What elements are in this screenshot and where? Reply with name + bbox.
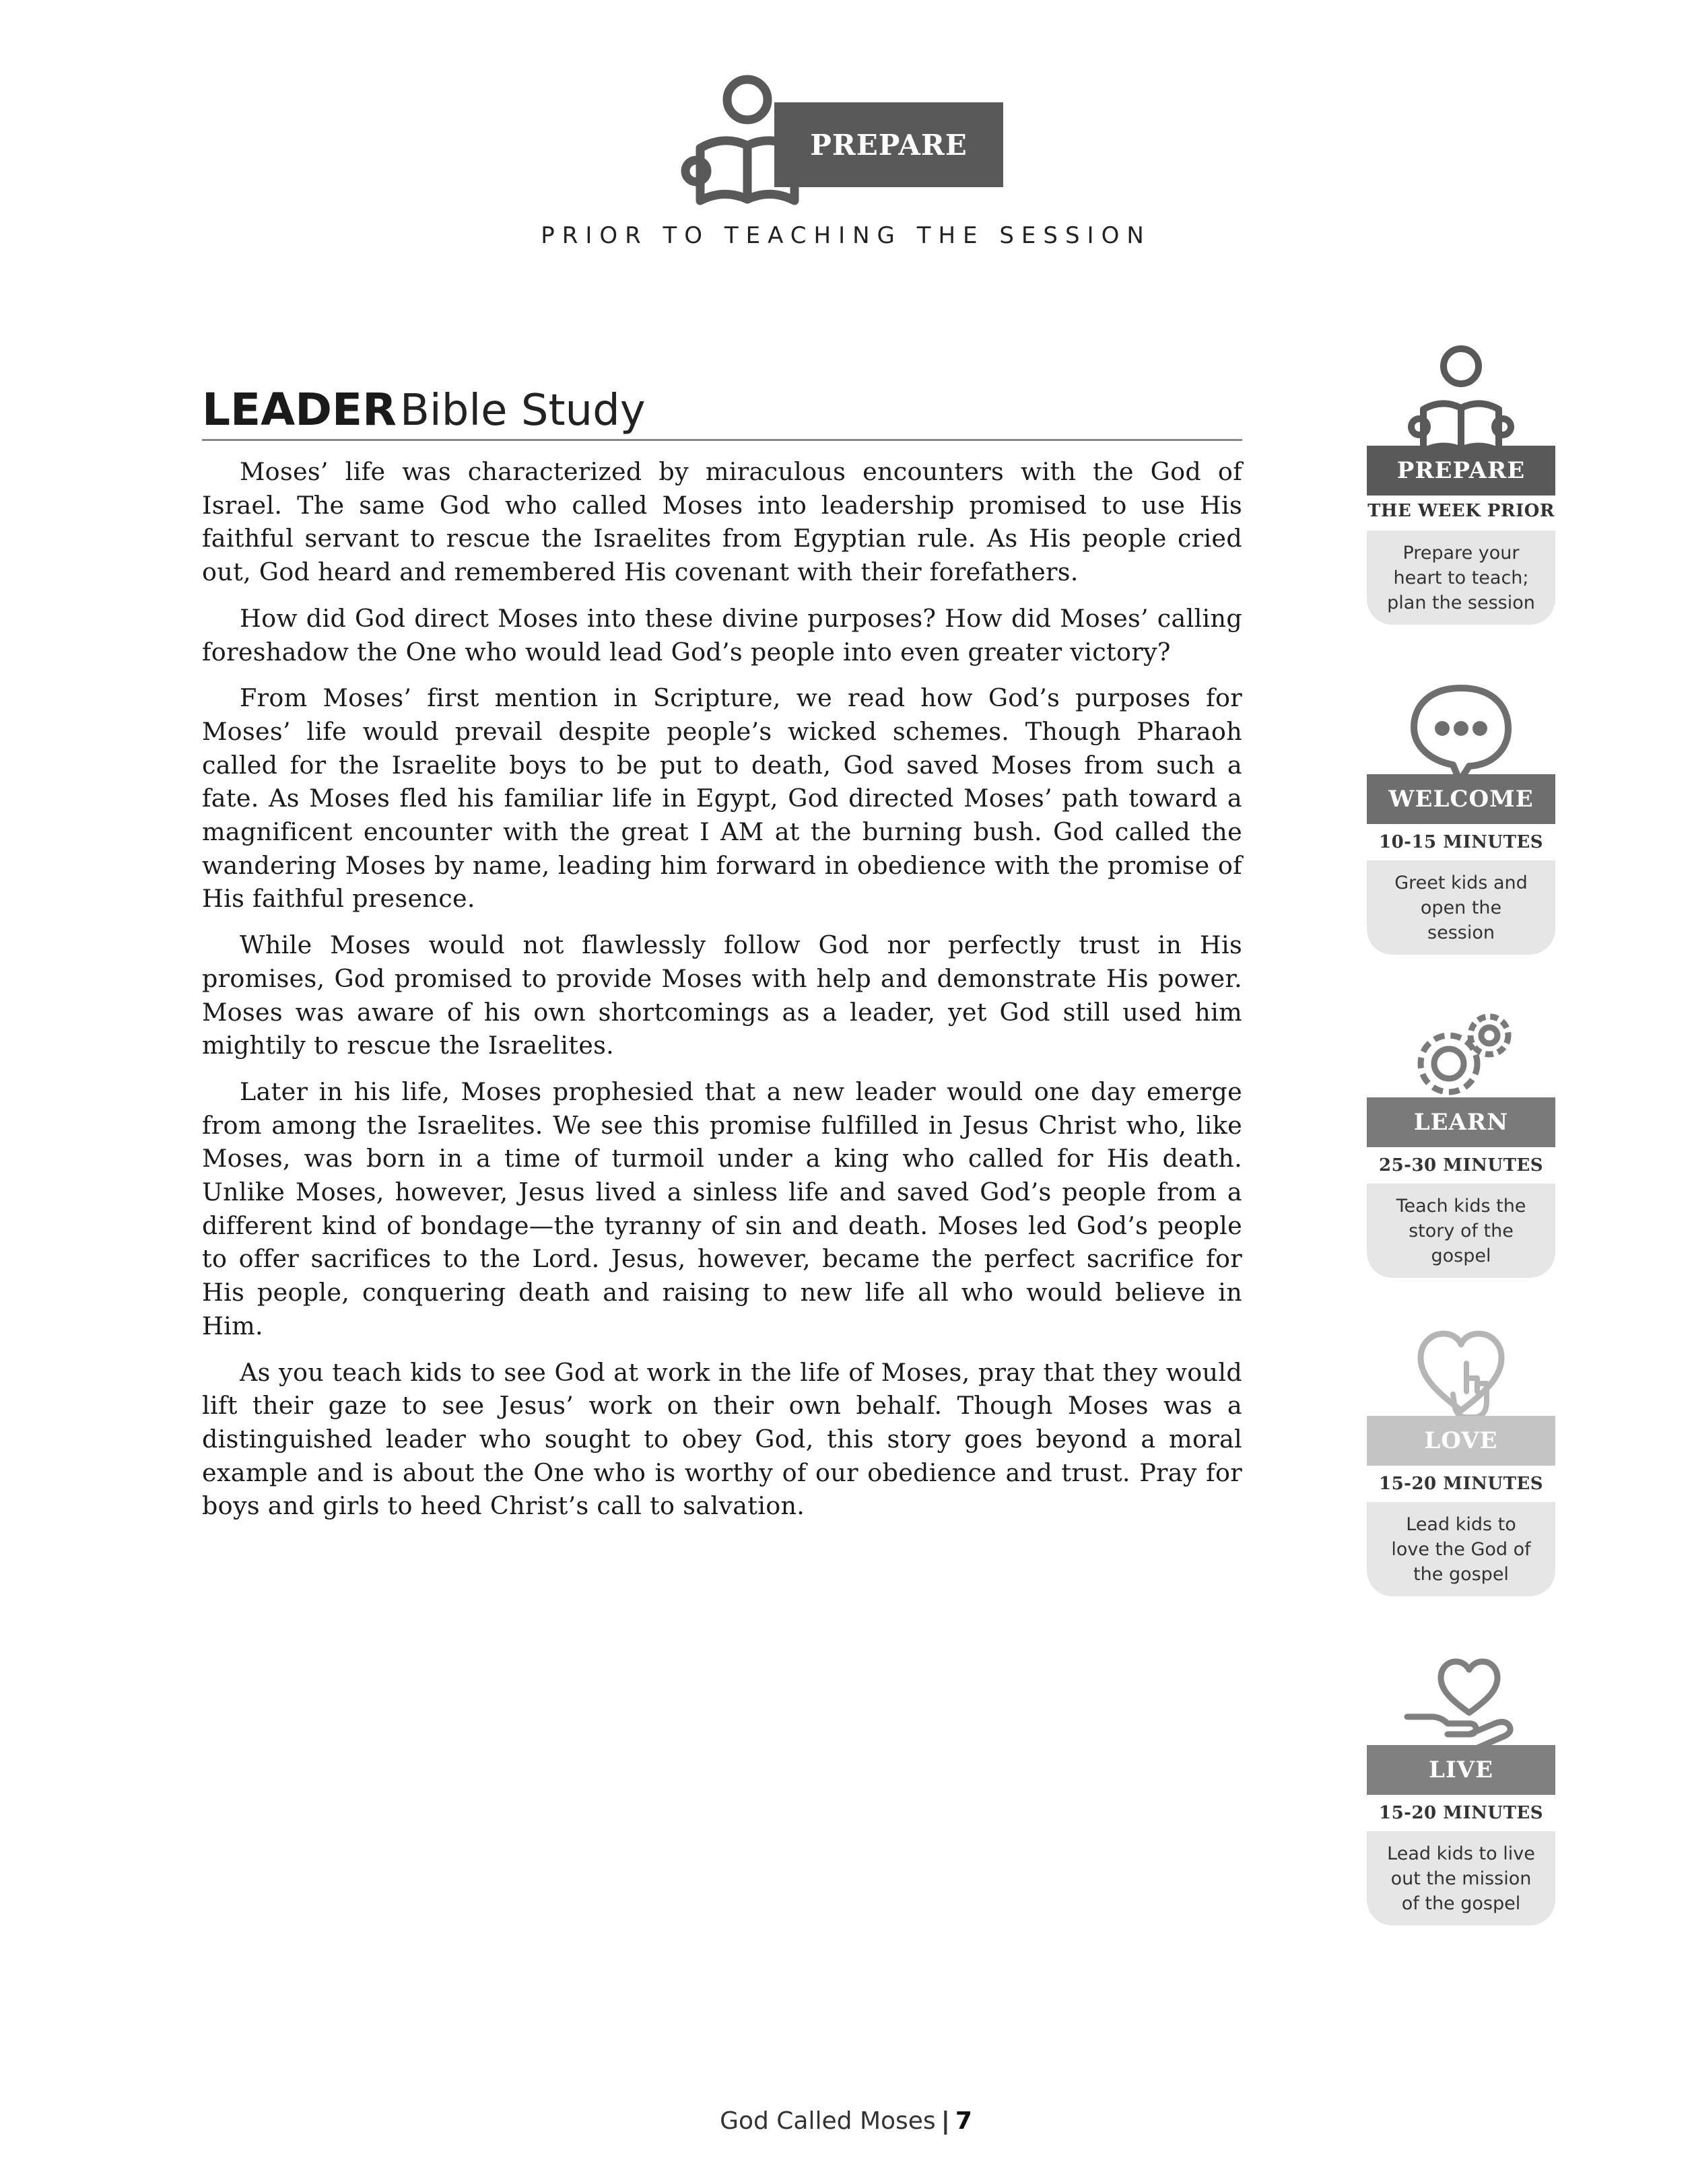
- stage-time: THE WEEK PRIOR: [1367, 501, 1555, 521]
- header-subtitle: PRIOR TO TEACHING THE SESSION: [541, 222, 1151, 249]
- paragraph: Moses’ life was characterized by miraculous encounters with the God of Israel. The same God who called Moses into leadership promised to use His faithful servant to rescue the Israelites from Egyptian rule. As His people cried out, God heard and remembered His covenant with their forefathers.: [202, 457, 1242, 587]
- stage-description: Lead kids to live out the mission of the gospel: [1367, 1831, 1555, 1925]
- stage-description: Greet kids and open the session: [1367, 860, 1555, 955]
- stage-description: Prepare your heart to teach; plan the session: [1367, 531, 1555, 625]
- heart-hand-icon: [1394, 1316, 1528, 1431]
- gears-icon: [1394, 996, 1528, 1111]
- body-text: [202, 455, 1242, 1536]
- paragraph: As you teach kids to see God at work in the life of Moses, pray that they would lift their gaze to see Jesus’ work on their own behalf. Though Moses was a distinguished leader who sought to obey God, this story goes beyond a moral example and is about the One who is worthy of our obedience and trust. Pray for boys and girls to heed Christ’s call to salvation.: [202, 1357, 1242, 1521]
- page-number: 7: [955, 2107, 972, 2135]
- speech-bubble-icon: [1394, 673, 1528, 788]
- stage-label: LIVE: [1367, 1745, 1555, 1795]
- stage-time: 25-30 MINUTES: [1378, 1155, 1544, 1175]
- reader-icon: [1394, 343, 1528, 458]
- section-title: [202, 384, 1242, 441]
- stage-time: 15-20 MINUTES: [1378, 1474, 1544, 1494]
- footer-title: God Called Moses: [720, 2107, 936, 2135]
- stage-time: 10-15 MINUTES: [1378, 832, 1544, 852]
- footer-separator: |: [941, 2107, 950, 2135]
- heart-in-hand-icon: [1394, 1643, 1528, 1757]
- prepare-badge: PREPARE: [774, 102, 1003, 187]
- paragraph: Later in his life, Moses prophesied that a new leader would one day emerge from among the Israelites. We see this promise fulfilled in Jesus Christ who, like Moses, was born in a time of turmoil under a king who called for His death. Unlike Moses, however, Jesus lived a sinless life and saved God’s people from a different kind of bondage—the tyranny of sin and death. Moses led God’s people to offer sacrifices to the Lord. Jesus, however, became the perfect sacrifice for His people, conquering death and raising to new life all who would believe in Him.: [202, 1077, 1242, 1340]
- stage-label: PREPARE: [1367, 446, 1555, 496]
- stage-label: LEARN: [1367, 1097, 1555, 1147]
- stage-time: 15-20 MINUTES: [1378, 1803, 1544, 1823]
- paragraph: How did God direct Moses into these divine purposes? How did Moses’ calling foreshadow the One who would lead God’s people into even greater victory?: [202, 603, 1242, 667]
- stage-description: Lead kids to love the God of the gospel: [1367, 1502, 1555, 1596]
- section-title-bold: LEADER: [202, 384, 397, 436]
- paragraph: While Moses would not flawlessly follow God nor perfectly trust in His promises, God promised to provide Moses with help and demonstrate His power. Moses was aware of his own shortcomings as a leader, yet God still used him mightily to rescue the Israelites.: [202, 930, 1242, 1060]
- stage-description: Teach kids the story of the gospel: [1367, 1184, 1555, 1278]
- section-title-light: Bible Study: [400, 386, 646, 436]
- stage-label: LOVE: [1367, 1416, 1555, 1466]
- stage-label: WELCOME: [1367, 774, 1555, 824]
- page-footer: [0, 2107, 1692, 2135]
- paragraph: From Moses’ first mention in Scripture, we read how God’s purposes for Moses’ life would prevail despite people’s wicked schemes. Though Pharaoh called for the Israelite boys to be put to death, God saved Moses from such a fate. As Moses fled his familiar life in Egypt, God directed Moses’ path toward a magnificent encounter with the great I AM at the burning bush. God called the wandering Moses by name, leading him forward in obedience with the promise of His faithful presence.: [202, 683, 1242, 914]
